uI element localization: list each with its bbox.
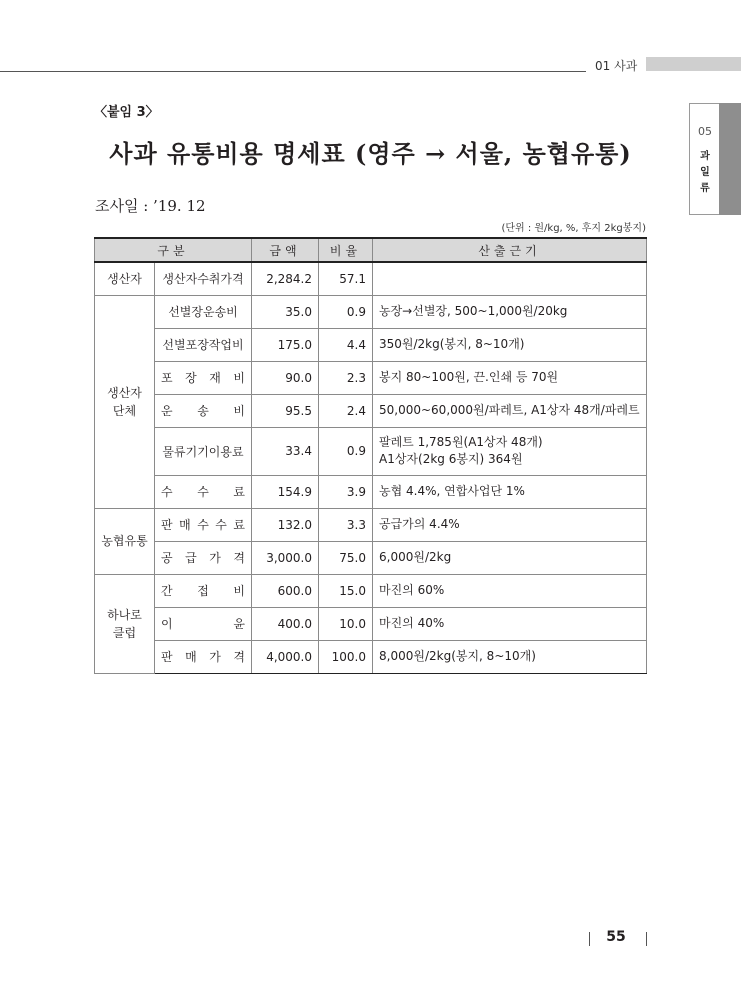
item-cell [155,394,252,427]
item-cell: 선별장운송비 [155,295,252,328]
item-char: 매 [179,518,191,532]
table-row [95,475,647,508]
item-char: 수 [197,518,209,532]
table-row [95,394,647,427]
ratio-cell: 2.3 [319,361,373,394]
item-label [161,483,245,500]
amount-cell: 154.9 [252,475,319,508]
item-char: 장 [185,371,197,385]
header-ratio: 비율 [319,238,373,262]
table-row [95,328,647,361]
basis-cell [373,427,647,475]
basis-cell: 마진의 40% [373,607,647,640]
ratio-cell: 3.3 [319,508,373,541]
table-row [95,574,647,607]
item-char: 수 [161,485,173,499]
page-number: 55 [606,929,626,945]
appendix-label: 〈붙임 3〉 [94,105,159,120]
survey-date: 조사일 : ’19. 12 [95,197,206,215]
item-char: 매 [185,650,197,664]
item-char: 윤 [233,617,245,631]
header-category: 구분 [95,238,252,262]
basis-cell: 350원/2kg(봉지, 8~10개) [373,328,647,361]
amount-cell: 132.0 [252,508,319,541]
basis-line: A1상자(2kg 6봉지) 364원 [379,452,523,466]
ratio-cell: 2.4 [319,394,373,427]
amount-cell: 600.0 [252,574,319,607]
item-label [161,615,245,632]
item-char: 료 [233,518,245,532]
item-char: 료 [233,485,245,499]
amount-cell: 33.4 [252,427,319,475]
item-char: 수 [215,518,227,532]
item-char: 급 [185,551,197,565]
ratio-cell: 100.0 [319,640,373,673]
ratio-cell: 4.4 [319,328,373,361]
table-header-row [95,238,647,262]
item-char: 비 [233,584,245,598]
amount-cell: 35.0 [252,295,319,328]
item-char: 이 [161,617,173,631]
item-char: 판 [161,518,173,532]
unit-note: (단위 : 원/kg, %, 후지 2kg봉지) [501,223,646,234]
table-row [95,607,647,640]
basis-cell: 6,000원/2kg [373,541,647,574]
amount-cell: 95.5 [252,394,319,427]
item-cell [155,361,252,394]
item-char: 송 [197,404,209,418]
basis-cell: 농협 4.4%, 연합사업단 1% [373,475,647,508]
item-cell: 생산자수취가격 [155,262,252,295]
table-row [95,427,647,475]
header-amount: 금액 [252,238,319,262]
amount-cell: 400.0 [252,607,319,640]
item-cell [155,607,252,640]
section-header: 01 사과 [595,59,638,73]
table-row [95,262,647,295]
item-char: 비 [233,371,245,385]
item-cell [155,508,252,541]
page-divider [646,932,647,946]
ratio-cell: 10.0 [319,607,373,640]
item-cell [155,574,252,607]
item-char: 공 [161,551,173,565]
category-cell: 생산자 [95,262,155,295]
item-char: 가 [209,650,221,664]
basis-line: 팔레트 1,785원(A1상자 48개) [379,435,543,450]
item-label [161,402,245,419]
header-rule [0,71,586,72]
basis-cell [373,262,647,295]
chapter-char: 일 [700,167,710,178]
item-cell [155,541,252,574]
category-label: 하나로 클럽 [107,607,142,640]
amount-cell: 90.0 [252,361,319,394]
item-cell [155,475,252,508]
item-label [161,582,245,599]
page-title: 사과 유통비용 명세표 (영주 → 서울, 농협유통) [109,139,632,168]
item-char: 포 [161,371,173,385]
amount-cell: 4,000.0 [252,640,319,673]
header-basis: 산출근기 [373,238,647,262]
basis-cell: 마진의 60% [373,574,647,607]
basis-cell: 농장→선별장, 500~1,000원/20kg [373,295,647,328]
item-char: 비 [233,404,245,418]
ratio-cell: 57.1 [319,262,373,295]
amount-cell: 175.0 [252,328,319,361]
item-label [161,369,245,386]
table-row [95,640,647,673]
item-char: 판 [161,650,173,664]
item-char: 접 [197,584,209,598]
category-cell [95,295,155,508]
basis-cell: 50,000~60,000원/파레트, A1상자 48개/파레트 [373,394,647,427]
item-cell [155,640,252,673]
item-char: 재 [209,371,221,385]
item-char: 격 [233,551,245,565]
table-row [95,361,647,394]
chapter-number: 05 [698,125,712,138]
table-row [95,295,647,328]
page-divider [589,932,590,946]
item-char: 격 [233,650,245,664]
chapter-char: 류 [700,183,710,194]
ratio-cell: 15.0 [319,574,373,607]
item-char: 운 [161,404,173,418]
item-char: 간 [161,584,173,598]
category-cell [95,574,155,673]
ratio-cell: 3.9 [319,475,373,508]
item-char: 수 [197,485,209,499]
item-label [161,549,245,566]
ratio-cell: 0.9 [319,427,373,475]
ratio-cell: 0.9 [319,295,373,328]
ratio-cell: 75.0 [319,541,373,574]
category-label: 생산자 단체 [107,385,142,418]
header-bar [646,57,741,71]
category-cell: 농협유통 [95,508,155,574]
item-label [161,648,245,665]
cost-table [94,237,647,674]
item-char: 가 [209,551,221,565]
chapter-char: 과 [700,151,710,162]
amount-cell: 2,284.2 [252,262,319,295]
basis-cell: 봉지 80~100원, 끈.인쇄 등 70원 [373,361,647,394]
table-row [95,541,647,574]
basis-cell: 공급가의 4.4% [373,508,647,541]
item-label [161,516,245,533]
item-cell: 물류기기이용료 [155,427,252,475]
item-cell: 선별포장작업비 [155,328,252,361]
amount-cell: 3,000.0 [252,541,319,574]
table-row [95,508,647,541]
basis-cell: 8,000원/2kg(봉지, 8~10개) [373,640,647,673]
